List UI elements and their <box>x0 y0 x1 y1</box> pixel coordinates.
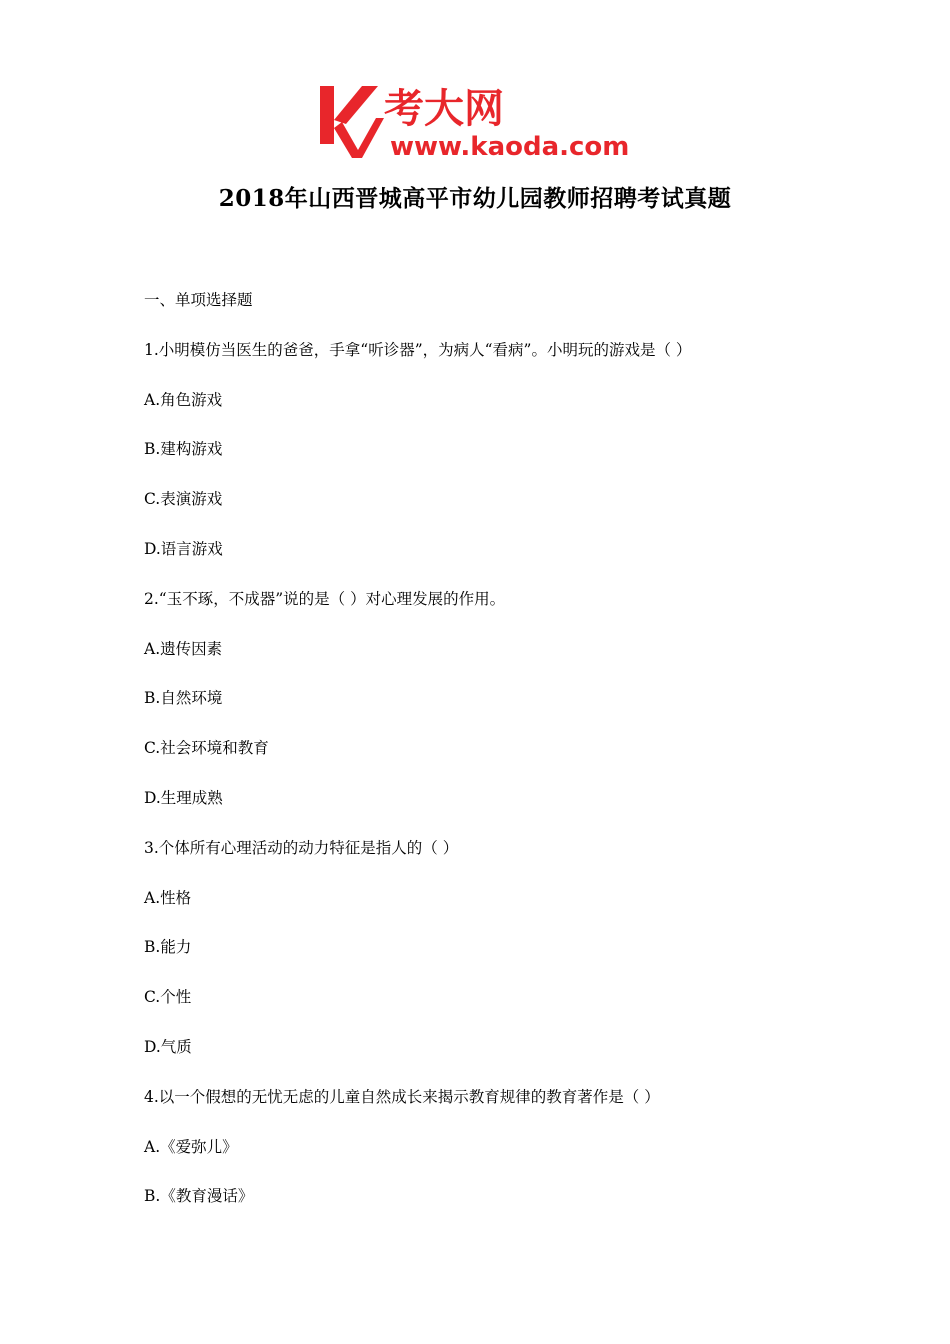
question-option: C.社会环境和教育 <box>144 739 269 758</box>
question-option: C.表演游戏 <box>144 490 223 509</box>
question-option: D.气质 <box>144 1037 192 1056</box>
question-option: A.《爱弥儿》 <box>144 1137 238 1156</box>
question-option: D.语言游戏 <box>144 539 223 558</box>
question-option: A.性格 <box>144 888 192 907</box>
section-heading: 一、单项选择题 <box>144 291 253 309</box>
logo-url: www.kaoda.com <box>390 132 630 160</box>
exam-content <box>144 288 824 1234</box>
question-option: A.角色游戏 <box>144 390 223 409</box>
question-option: B.《教育漫话》 <box>144 1187 254 1206</box>
question-option: B.建构游戏 <box>144 440 223 459</box>
question-option: C.个性 <box>144 988 192 1007</box>
question-option: A.遗传因素 <box>144 639 223 658</box>
document-title: 2018年山西晋城高平市幼儿园教师招聘考试真题 <box>218 185 732 212</box>
question-stem: 2.“玉不琢，不成器”说的是（ ）对心理发展的作用。 <box>144 589 506 608</box>
question-option: D.生理成熟 <box>144 788 223 807</box>
logo-k-mark <box>320 86 384 158</box>
question-stem: 3.个体所有心理活动的动力特征是指人的（ ） <box>144 838 459 857</box>
kaoda-logo <box>318 82 638 160</box>
question-stem: 1.小明模仿当医生的爸爸，手拿“听诊器”，为病人“看病”。小明玩的游戏是（ ） <box>144 340 692 359</box>
question-stem: 4.以一个假想的无忧无虑的儿童自然成长来揭示教育规律的教育著作是（ ） <box>144 1087 660 1106</box>
question-option: B.自然环境 <box>144 689 223 708</box>
logo-cn-name: 考大网 <box>384 86 504 132</box>
question-option: B.能力 <box>144 938 192 957</box>
